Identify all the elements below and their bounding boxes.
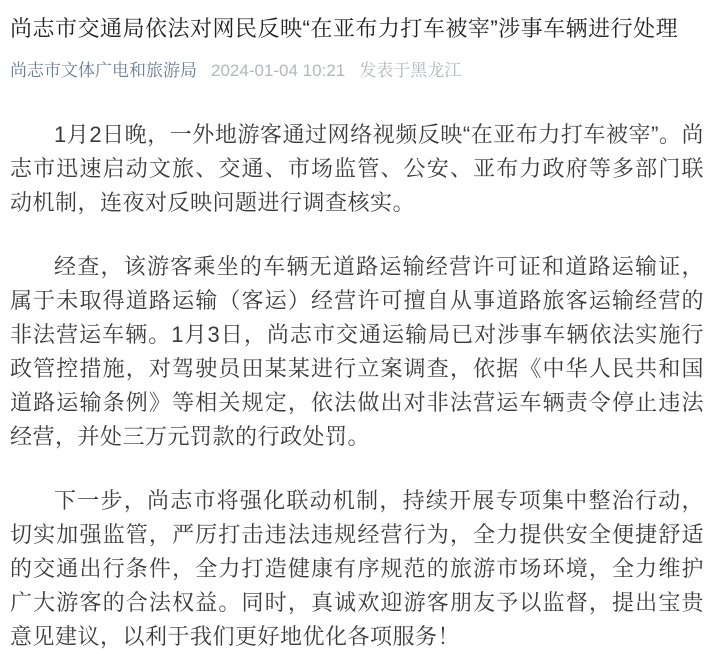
- article-body: [10, 118, 704, 654]
- publish-location: 发表于黑龙江: [359, 60, 462, 80]
- article-paragraph: 1月2日晚，一外地游客通过网络视频反映“在亚布力打车被宰”。尚志市迅速启动文旅、交通、市场监管、公安、亚布力政府等多部门联动机制，连夜对反映问题进行调查核实。: [10, 121, 704, 215]
- article-paragraph: 下一步，尚志市将强化联动机制，持续开展专项集中整治行动，切实加强监管，严厉打击违法违规经营行为，全力提供安全便捷舒适的交通出行条件，全力打造健康有序规范的旅游市场环境，全力维护广大游客的合法权益。同时，真诚欢迎游客朋友予以监督，提出宝贵意见建议，以利于我们更好地优化各项服务！: [10, 487, 704, 649]
- article-title: 尚志市交通局依法对网民反映“在亚布力打车被宰”涉事车辆进行处理: [10, 16, 679, 41]
- publish-timestamp: 2024-01-04 10:21: [211, 60, 346, 80]
- account-name-link[interactable]: 尚志市文体广电和旅游局: [10, 60, 197, 80]
- article-paragraph: 经查，该游客乘坐的车辆无道路运输经营许可证和道路运输证，属于未取得道路运输（客运）经营许可擅自从事道路旅客运输经营的非法营运车辆。1月3日，尚志市交通运输局已对涉事车辆依法实施行政管控措施，对驾驶员田某某进行立案调查，依据《中华人民共和国道路运输条例》等相关规定，依法做出对非法营运车辆责令停止违法经营，并处三万元罚款的行政处罚。: [10, 253, 704, 449]
- byline: [10, 60, 704, 82]
